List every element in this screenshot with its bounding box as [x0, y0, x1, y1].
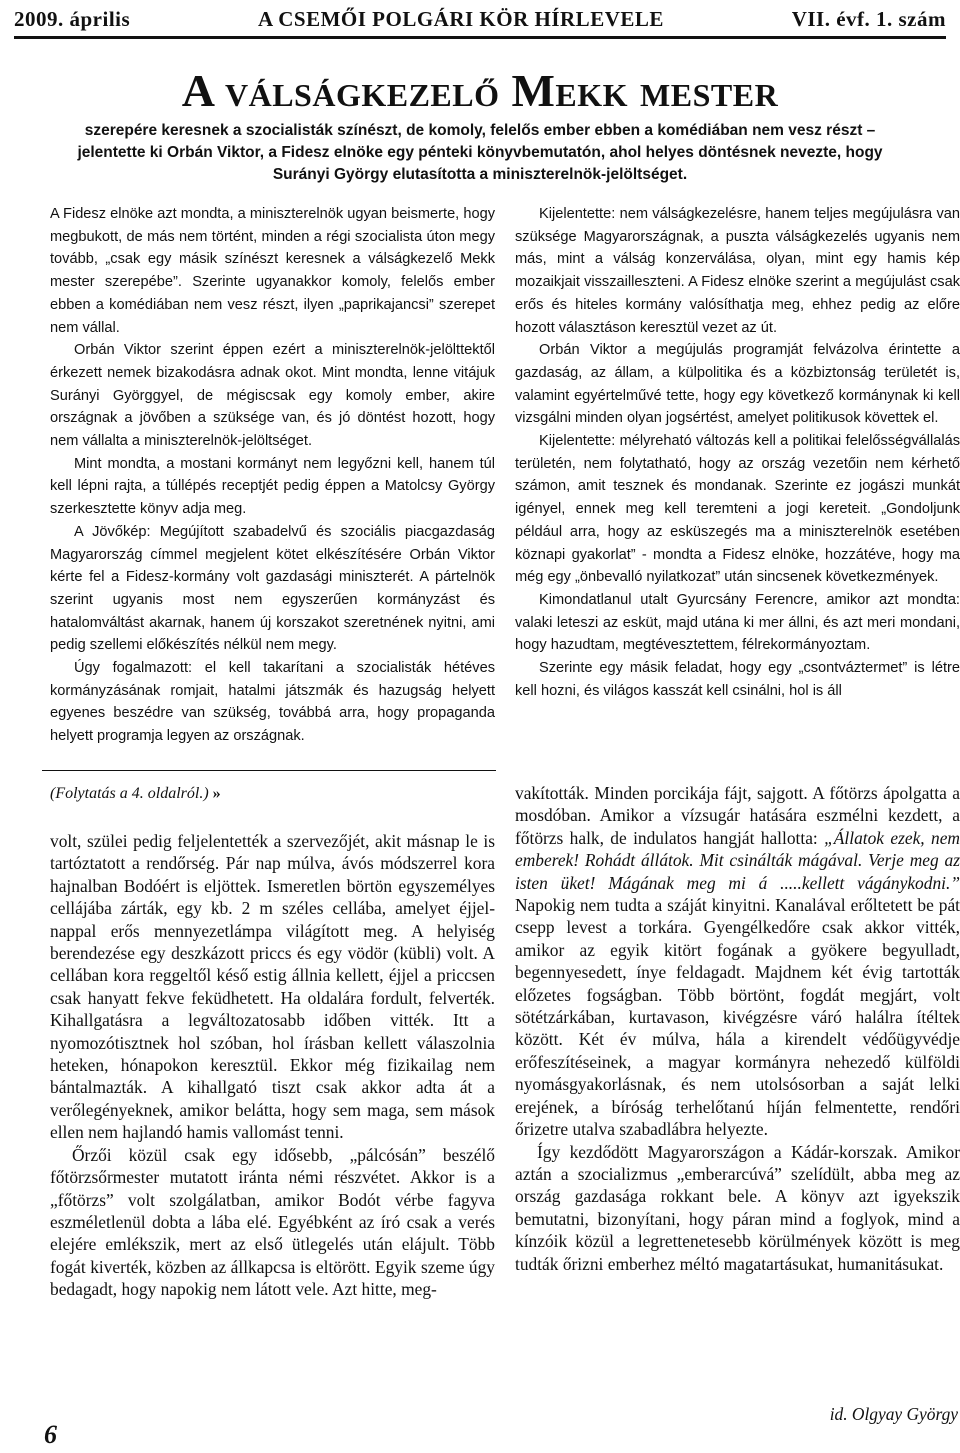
header-rule [14, 36, 946, 39]
paragraph: Kimondatlanul utalt Gyurcsány Ferencre, amikor azt mondta: valaki leteszi az esküt, majd utána ki mer állni, és azt meri mondani, hogy hazudtam, megtévesztettem, félrekormányoztam. [515, 591, 960, 654]
article-column-right [515, 203, 960, 751]
article-column-left [50, 203, 495, 748]
paragraph: A Jövőkép: Megújított szabadelvű és szociális piacgazdaság Magyarország címmel megjelent kötet elkészítésére Orbán Viktor kérte fel a Fidesz-kormány volt gazdasági miniszterét. A pártelnök szerint ugyanis most nem egyszerűen kormányzást és hatalomváltást akarnak, hanem új korszakot szeretnének nyitni, ami pedig szellemi előkészítés nélkül nem megy. [50, 523, 495, 654]
paragraph: Kijelentette: nem válságkezelésre, hanem teljes megújulásra van szüksége Magyarországnak, a puszta válságkezelés ugyanis nem más, mint a válság konzerválása, olyan, mint egy hamis kép mozaikjait visszailleszteni. A Fidesz elnöke szerint a megújulást csak erős és hiteles kormány valósíthatja meg, ehhez pedig az előre hozott választáson keresztül vezet az út. [515, 206, 960, 336]
paragraph: Mint mondta, a mostani kormányt nem legyőzni kell, hanem túl kell lépni rajta, a túllépés receptjét pedig éppen a Matolcsy György szerkesztette könyv adja meg. [50, 455, 495, 518]
issue-date: 2009. április [14, 6, 131, 31]
running-header [14, 6, 946, 32]
continued-from-text: (Folytatás a 4. oldalról.) [50, 785, 209, 802]
paragraph: Szerinte egy másik feladat, hogy egy „csontváztermet” is létre kell hozni, és világos kasszát kell csinálni, hol is áll [515, 660, 960, 699]
page-number: 6 [44, 1420, 57, 1449]
story-column-right [515, 782, 960, 1402]
paragraph [515, 782, 960, 1141]
story-text: Napokig nem tudta a száját kinyitni. Kanalával erőltetett be pát csepp levest a torkára. Gyengélkedőre csak akkor vitték, amikor az egyik kitört fogának a gyökere begyulladt, begennyesedett, ínye feldagadt. Majdnem két évig tartották előzetes fogságban. Több börtönt, fogdát megjárt, volt sötétzárkában, kurtavason, kivégzésre váró halálra ítéltek között. Két év múlva, hála a kirendelt védőügyvédje erőfeszítéseinek, a magyar kormányra nehezedő külföldi nyomásgyakorlásnak, és nem utolsósorban a saját lelki erejének, a bíróság terhelőtanú híján felmentette, rendőri őrizetre utalva szabadlábra helyezte. [515, 895, 960, 1140]
paragraph: Kijelentette: mélyreható változás kell a politikai felelősségvállalás területén, nem folytatható, hogy az ország vezetőin nem kérhető számon, amit tesznek és mondanak. Szerinte ez jogászi munkát igényel, ennek meg kell teremteni a jogi kereteit. „Gondoljunk például arra, hogy az esküszegés ma a miniszterelnök esetében köznapi gyakorlat” - mondta a Fidesz elnöke, hozzátéve, hogy ma még egy „önbevalló nyilatkozat” után sincsenek következmények. [515, 433, 960, 586]
paragraph: volt, szülei pedig feljelentették a szervezőjét, akit másnap le is tartóztatott a rendőrség. Pár nap múlva, ávós módszerrel kora hajnalban Bodóért is eljöttek. Ismeretlen börtön egyszemélyes cellájába zárták, egy kb. 2 m széles cellába, amelyet éjjel-nappal erős mennyezetlámpa világított meg. A helyiség berendezése egy deszkázott priccs és egy vödör (kübli) volt. A cellában kora reggeltől késő estig állnia kellett, éjjel a priccsen csak hanyatt fekve feküdhetett. Ha oldalára fordult, felverték. Kihallgatásra a legváltozatosabb időben vitték. Itt a nyomozótisztnek hol szóban, hol írásban kellett válaszolnia heteken, hónapokon keresztül. Ekkor még fizikailag nem bántalmazták. A kihallgató tiszt csak akkor adta át a verőlegényeknek, amikor belátta, hogy sem maga, sem mások ellen nem hajlandó hamis vallomást tenni. [50, 831, 495, 1143]
story-text: vakították. Minden porcikája fájt, sajgott. A főtörzs ápolgatta a mosdóban. Amikor a vízsugár hatására eszmélni kezdett, a főtörzs halk, de indulatos hangját hallotta: [515, 783, 960, 848]
article-lead: szerepére keresnek a szocialisták színészt, de komoly, felelős ember ebben a komédiában nem vesz részt – jelentette ki Orbán Viktor, a Fidesz elnöke egy pénteki könyvbemutatón, ahol helyes döntésnek nevezte, hogy Surányi György elutasította a miniszterelnök-jelöltséget. [77, 122, 883, 183]
double-chevron-right-icon: » [212, 785, 221, 802]
volume-info: VII. évf. 1. szám [791, 6, 946, 31]
quote: „Állatok ezek, nem emberek! Rohádt állátok. Mit csinálták mágával. Verje meg az isten üket! Mágának meg mi á .....kellett vágánykodni.” [515, 827, 960, 893]
author-signature: id. Olgyay György [829, 1404, 958, 1424]
paragraph: Orbán Viktor a megújulás programját felvázolva érintette a gazdaság, az állam, a külpolitika és a közbiztonság területét is, valamint egyértelművé tette, hogy egy következő kormánynak ki kell vizsgálni minden olyan jogsértést, amelyet politikusok követtek el. [515, 342, 960, 427]
paragraph: A Fidesz elnöke azt mondta, a miniszterelnök ugyan beismerte, hogy megbukott, de más nem történt, minden a régi szocialista úton megy tovább, „csak egy másik színészt keresnek a válságkezelő Mekk mester szerepébe”. Szerinte ugyanakkor komoly, felelős ember ebben a komédiában nem vesz részt, ilyen „paprikajancsi” szerepet nem vállal. [50, 206, 495, 336]
continued-from-note [50, 785, 221, 803]
section-divider [42, 770, 496, 771]
paragraph: Úgy fogalmazott: el kell takarítani a szocialisták hétéves kormányzásának romjait, hatalmi játszmák és hazugság helyett egyenes beszédre van szükség, továbbá arra, hogy propaganda helyett programja legyen az országnak. [50, 660, 495, 745]
paragraph: Orbán Viktor szerint éppen ezért a miniszterelnök-jelölttektől érkezett nemek bizakodásra adnak okot. Mint mondta, lenne vitájuk Surányi Györggyel, de mégiscsak egy komoly ember, akire országnak a jövőben a szüksége van, és jó döntést hozott, hogy nem vállalta a miniszterelnök-jelöltséget. [50, 342, 495, 450]
paragraph: Őrzői közül csak egy idősebb, „pálcósán” beszélő főtörzsőrmester mutatott iránta némi részvétet. Akkor is a „főtörzs” volt szolgálatban, amikor Bodót vérbe fagyva eszméletlenül dobta a lába elé. Egyébként az író csak a verés elejére emlékszik, mert az első ütlegelés után elájult. Több fogát kiverték, közben az állkapcsa is eltörött. Egyik szeme úgy bedagadt, hogy napokig nem látott vele. Azt hitte, meg- [50, 1144, 495, 1300]
publication-name: A CSEMŐI POLGÁRI KÖR HÍRLEVELE [257, 6, 664, 31]
paragraph: Így kezdődött Magyarországon a Kádár-korszak. Amikor aztán a szocializmus „emberarcúvá” szelídült, abba meg az ország gazdasága rokkant bele. A könyv azt igyekszik bemutatni, bizonyítani, hogy páran mind a foglyok, mind a kínzóik közül a legrettenetesebb körülmények között is meg tudták őrizni emberhez méltó magatartásukat, humanitásukat. [515, 1141, 960, 1274]
story-column-left [50, 830, 495, 1400]
article-title: A válságkezelő Mekk mester [181, 65, 779, 116]
